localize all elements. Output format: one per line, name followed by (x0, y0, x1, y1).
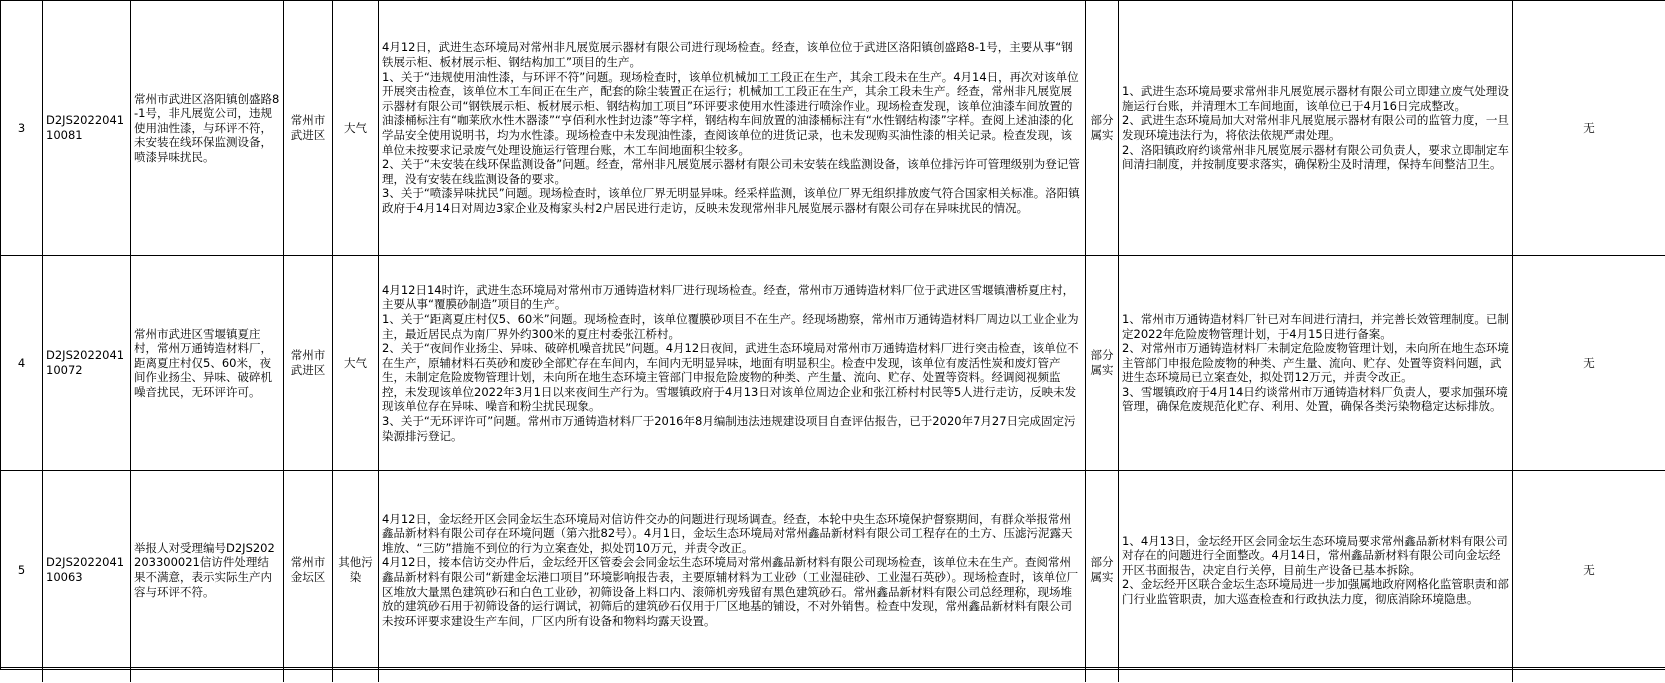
rectification-paragraph: 2、洛阳镇政府约谈常州非凡展览展示器材有限公司负责人，要求立即制定车间清扫制度，并按制度要求落实，确保粉尘及时清理，保持车间整洁卫生。 (1122, 143, 1509, 172)
case-code: D2JS202204110072 (43, 256, 131, 471)
case-code: D2JS202204110081 (43, 1, 131, 256)
verdict: 部分属实 (1086, 256, 1119, 471)
table-row (1, 1, 1665, 256)
rectification (1119, 256, 1513, 471)
detail-paragraph: 3、关于“喷漆异味扰民”问题。现场检查时，该单位厂界无明显异味。经采样监测，该单位厂界无组织排放废气符合国家相关标准。洛阳镇政府于4月14日对周边3家企业及梅家头村2户居民进行走访，反映未发现常州非凡展览展示器材有限公司存在异味扰民的情况。 (382, 186, 1082, 215)
district: 常州市金坛区 (284, 471, 333, 670)
detail-paragraph: 4月12日，武进生态环境局对常州非凡展览展示器材有限公司进行现场检查。经查，该单位位于武进区洛阳镇创盛路8-1号，主要从事“钢铁展示柜、板材展示柜、钢结构加工”项目的生产。 (382, 40, 1082, 69)
row-number: 4 (1, 256, 43, 471)
table-row (1, 471, 1665, 670)
column-divider (332, 667, 333, 682)
column-divider (1085, 667, 1086, 682)
rectification-paragraph: 1、4月13日，金坛经开区会同金坛生态环境局要求常州鑫品新材料有限公司对存在的问题进行全面整改。4月14日，常州鑫品新材料有限公司向金坛经开区书面报告，决定自行关停，目前生产设备已基本拆除。 (1122, 534, 1509, 578)
case-code: D2JS202204110063 (43, 471, 131, 670)
investigation-detail (379, 256, 1086, 471)
complaint-description: 举报人对受理编号D2JS202203300021信访件处理结果不满意，表示实际生产内容与环评不符。 (131, 471, 284, 670)
rectification (1119, 1, 1513, 256)
complaint-description: 常州市武进区雪堰镇夏庄村，常州万通铸造材料厂，距离夏庄村仅5、60米，夜间作业扬尘、异味、破碎机噪音扰民，无环评许可。 (131, 256, 284, 471)
verdict: 部分属实 (1086, 1, 1119, 256)
rectification-paragraph: 1、常州市万通铸造材料厂针已对车间进行清扫，并完善长效管理制度。已制定2022年危险废物管理计划，于4月15日进行备案。 (1122, 312, 1509, 341)
row-number: 3 (1, 1, 43, 256)
column-divider (378, 667, 379, 682)
accountability: 无 (1513, 1, 1665, 256)
detail-paragraph: 4月12日，接本信访交办件后，金坛经开区管委会会同金坛生态环境局对常州鑫品新材料有限公司现场检查，该单位未在生产。查阅常州鑫品新材料有限公司“新建金坛港口项目”环境影响报告表，主要原辅材料为工业砂（工业湿硅砂、工业湿石英砂）。现场检查时，该单位厂区堆放大量黑色建筑砂石和白色工业砂，初筛设备上料口内、滚筛机旁残留有黑色建筑砂石。常州鑫品新材料有限公司总经理称，现场堆放的建筑砂石用于初筛设备的运行调试，初筛后的建筑砂石仅用于厂区地基的铺设，不对外销售。检查中发现，常州鑫品新材料有限公司未按环评要求建设生产车间，厂区内所有设备和物料均露天设置。 (382, 555, 1082, 628)
district: 常州市武进区 (284, 1, 333, 256)
rectification (1119, 471, 1513, 670)
verdict: 部分属实 (1086, 471, 1119, 670)
accountability: 无 (1513, 471, 1665, 670)
pollution-type: 大气 (333, 256, 379, 471)
row-number: 5 (1, 471, 43, 670)
next-row-edge (0, 667, 1665, 683)
district: 常州市武进区 (284, 256, 333, 471)
accountability: 无 (1513, 256, 1665, 471)
detail-paragraph: 1、关于“距离夏庄村仅5、60米”问题。现场检查时，该单位覆膜砂项目不在生产。经现场勘察，常州市万通铸造材料厂周边以工业企业为主，最近居民点为南厂界外约300米的夏庄村委张江桥村。 (382, 312, 1082, 341)
investigation-detail (379, 1, 1086, 256)
detail-paragraph: 4月12日，金坛经开区会同金坛生态环境局对信访件交办的问题进行现场调查。经查，本轮中央生态环境保护督察期间，有群众举报常州鑫品新材料有限公司存在环境问题（第六批82号）。4月1日，金坛生态环境局对常州鑫品新材料有限公司工程存在的土方、压滤污泥露天堆放、“三防”措施不到位的行为立案查处，拟处罚10万元，并责令改正。 (382, 512, 1082, 556)
rectification-paragraph: 2、武进生态环境局加大对常州非凡展览展示器材有限公司的监管力度，一旦发现环境违法行为，将依法依规严肃处理。 (1122, 113, 1509, 142)
detail-paragraph: 4月12日14时许，武进生态环境局对常州市万通铸造材料厂进行现场检查。经查，常州市万通铸造材料厂位于武进区雪堰镇漕桥夏庄村，主要从事“覆膜砂制造”项目的生产。 (382, 283, 1082, 312)
detail-paragraph: 1、关于“违规使用油性漆，与环评不符”问题。现场检查时，该单位机械加工工段正在生产，其余工段未在生产。4月14日，再次对该单位开展突击检查，该单位木工车间正在生产，配套的除尘装置正在运行；机械加工工段正在生产，其余工段未生产。经查，常州非凡展览展示器材有限公司“钢铁展示柜、板材展示柜、钢结构加工项目”环评要求使用水性漆进行喷涂作业。现场检查发现，该单位油漆车间放置的油漆桶标注有“咖莱欣水性木器漆”“亨佰利水性封边漆”等字样，钢结构车间放置的油漆桶标注有“水性钢结构漆”字样。查阅上述油漆的化学品安全使用说明书，均为水性漆。现场检查中未发现油性漆，查阅该单位的进货记录，也未发现购买油性漆的相关记录。检查发现，该单位未按要求记录废气处理设施运行管理台账，木工车间地面积尘较多。 (382, 70, 1082, 158)
rectification-paragraph: 1、武进生态环境局要求常州非凡展览展示器材有限公司立即建立废气处理设施运行台账，并清理木工车间地面，该单位已于4月16日完成整改。 (1122, 84, 1509, 113)
column-divider (1512, 667, 1513, 682)
investigation-detail (379, 471, 1086, 670)
detail-paragraph: 2、关于“夜间作业扬尘、异味、破碎机噪音扰民”问题。4月12日夜间，武进生态环境局对常州市万通铸造材料厂进行突击检查，该单位不在生产，原辅材料石英砂和废砂全部贮存在车间内，车间内无明显异味，地面有明显积尘。检查中发现，该单位有废活性炭和废灯管产生，未制定危险废物管理计划，未向所在地生态环境主管部门申报危险废物的种类、产生量、流向、贮存、处置等资料。经调阅视频监控，未发现该单位2022年3月1日以来夜间生产行为。雪堰镇政府于4月13日对该单位周边企业和张江桥村村民等5人进行走访，反映未发现该单位存在异味、噪音和粉尘扰民现象。 (382, 341, 1082, 414)
column-divider (42, 667, 43, 682)
pollution-type: 其他污染 (333, 471, 379, 670)
complaint-description: 常州市武进区洛阳镇创盛路8-1号，非凡展览公司，违规使用油性漆，与环评不符，未安装在线环保监测设备，喷漆异味扰民。 (131, 1, 284, 256)
rectification-paragraph: 2、金坛经开区联合金坛生态环境局进一步加强属地政府网格化监管职责和部门行业监管职责，加大巡查检查和行政执法力度，彻底消除环境隐患。 (1122, 577, 1509, 606)
column-divider (283, 667, 284, 682)
rectification-paragraph: 3、雪堰镇政府于4月14日约谈常州市万通铸造材料厂负责人，要求加强环境管理，确保危废规范化贮存、利用、处置，确保各类污染物稳定达标排放。 (1122, 385, 1509, 414)
column-divider (130, 667, 131, 682)
detail-paragraph: 2、关于“未安装在线环保监测设备”问题。经查，常州非凡展览展示器材有限公司未安装在线监测设备，该单位排污许可管理级别为登记管理，没有安装在线监测设备的要求。 (382, 157, 1082, 186)
table-row (1, 256, 1665, 471)
column-divider (1118, 667, 1119, 682)
detail-paragraph: 3、关于“无环评许可”问题。常州市万通铸造材料厂于2016年8月编制违法违规建设项目自查评估报告，已于2020年7月27日完成固定污染源排污登记。 (382, 414, 1082, 443)
rectification-paragraph: 2、对常州市万通铸造材料厂未制定危险废物管理计划，未向所在地生态环境主管部门申报危险废物的种类、产生量、流向、贮存、处置等资料问题，武进生态环境局已立案查处，拟处罚12万元，并责令改正。 (1122, 341, 1509, 385)
pollution-type: 大气 (333, 1, 379, 256)
